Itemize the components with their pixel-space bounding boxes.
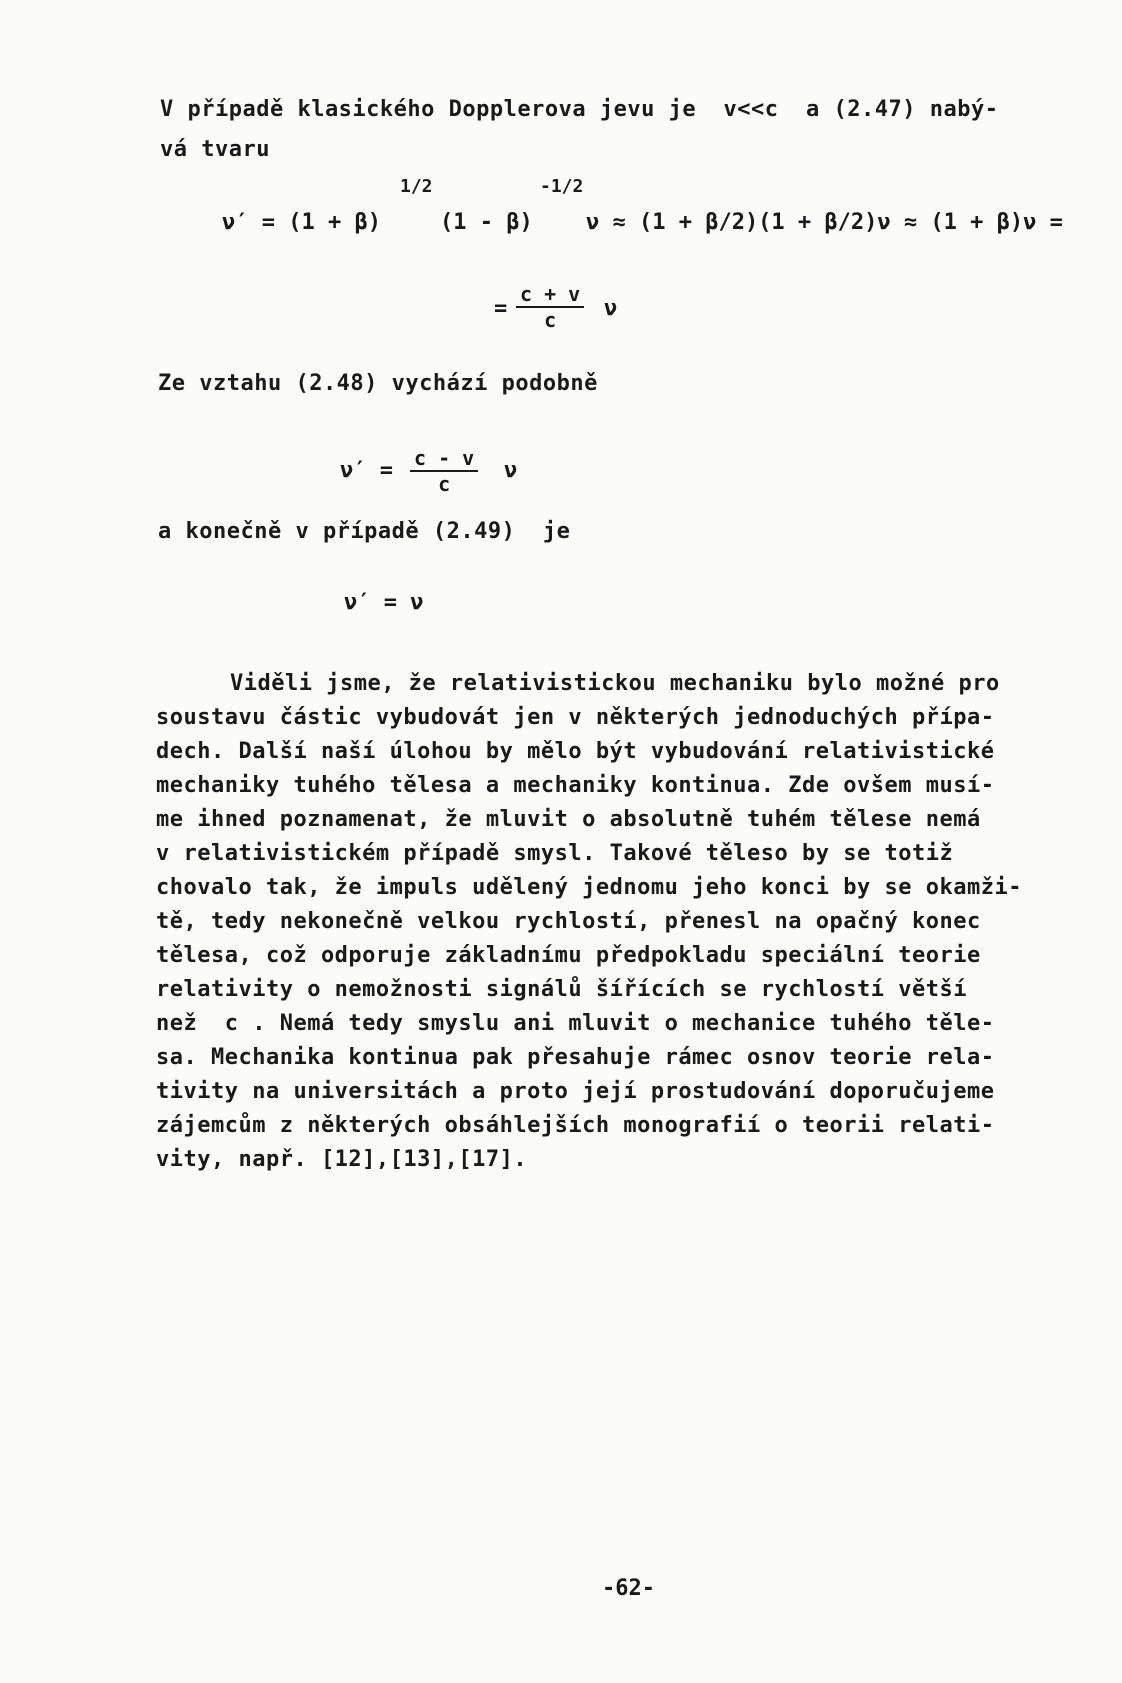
paragraph-line: tělesa, což odporuje základnímu předpokladu speciální teorie — [156, 943, 981, 968]
eq1-frac-lead: = — [494, 296, 508, 321]
intro-line-2: vá tvaru — [160, 137, 270, 162]
paragraph-line: v relativistickém případě smysl. Takové těleso by se totiž — [156, 841, 954, 866]
paragraph-line: dech. Další naší úlohou by mělo být vybudování relativistické — [156, 739, 995, 764]
eq1-exponent-1: 1/2 — [400, 176, 433, 197]
eq1-fraction-denominator: c — [544, 308, 557, 332]
eq1-tail: ν ≈ (1 + β/2)(1 + β/2)ν ≈ (1 + β)ν = — [586, 210, 1063, 235]
eq1-fraction-numerator: c + v — [516, 282, 584, 308]
equation-3: ν′ = ν — [344, 590, 424, 615]
paragraph-line: chovalo tak, že impuls udělený jednomu jeho konci by se okamži- — [156, 875, 1022, 900]
paragraph-line: sa. Mechanika kontinua pak přesahuje rámec osnov teorie rela- — [156, 1045, 995, 1070]
paragraph-line: vity, např. [12],[13],[17]. — [156, 1147, 528, 1172]
text-2: Ze vztahu (2.48) vychází podobně — [158, 371, 598, 396]
eq2-fraction — [410, 446, 478, 496]
eq2-lead: ν′ = — [340, 458, 393, 483]
paragraph-line: tě, tedy nekonečně velkou rychlostí, přenesl na opačný konec — [156, 909, 981, 934]
eq1-exponent-2: -1/2 — [540, 176, 584, 197]
eq1-mid: (1 - β) — [440, 210, 533, 235]
paragraph-line: zájemcům z některých obsáhlejších monografií o teorii relati- — [156, 1113, 995, 1138]
paragraph-line: Viděli jsme, že relativistickou mechaniku bylo možné pro — [230, 671, 1000, 696]
eq2-fraction-numerator: c - v — [410, 446, 478, 472]
page-number: -62- — [602, 1576, 655, 1601]
eq1-frac-tail: ν — [604, 296, 618, 321]
paragraph-line: soustavu částic vybudovát jen v některých jednoduchých přípa- — [156, 705, 995, 730]
intro-line-1: V případě klasického Dopplerova jevu je v<<c a (2.47) nabý- — [160, 97, 999, 122]
paragraph-line: me ihned poznamenat, že mluvit o absolutně tuhém tělese nemá — [156, 807, 981, 832]
eq1-lead: ν′ = (1 + β) — [222, 210, 381, 235]
eq1-fraction — [516, 282, 584, 332]
eq2-fraction-denominator: c — [438, 472, 451, 496]
paragraph-line: mechaniky tuhého tělesa a mechaniky kontinua. Zde ovšem musí- — [156, 773, 995, 798]
paragraph-line: tivity na universitách a proto její prostudování doporučujeme — [156, 1079, 995, 1104]
eq2-tail: ν — [504, 458, 518, 483]
paragraph-line: relativity o nemožnosti signálů šířících se rychlostí větší — [156, 977, 967, 1002]
paragraph-line: než c . Nemá tedy smyslu ani mluvit o mechanice tuhého těle- — [156, 1011, 995, 1036]
text-3: a konečně v případě (2.49) je — [158, 519, 571, 544]
